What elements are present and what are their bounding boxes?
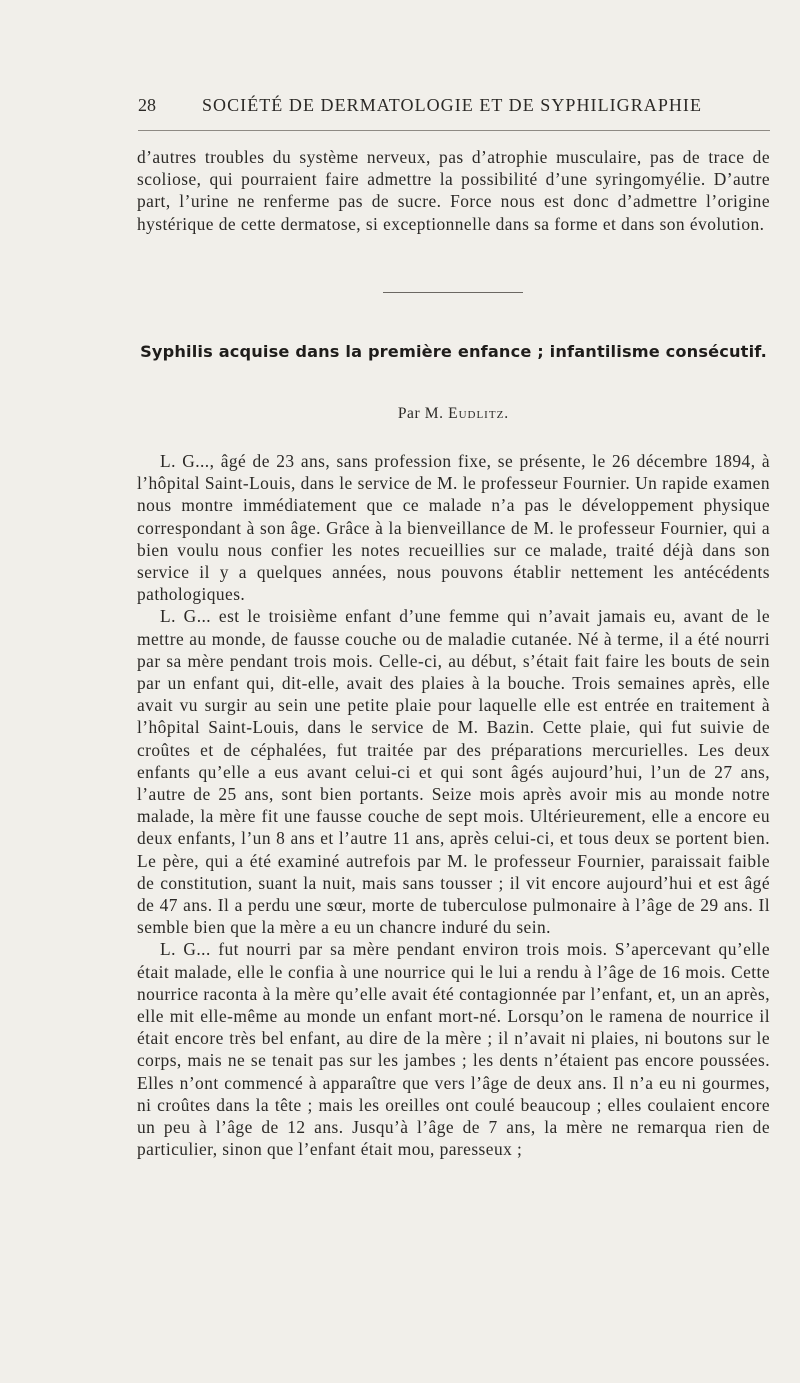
article-byline xyxy=(137,403,770,425)
body-paragraph-2: L. G... est le troisième enfant d’une femme qui n’avait jamais eu, avant de le mettre au monde, de fausse couche ou de maladie cutanée. Né à terme, il a été nourri par sa mère pendant trois mois. Celle-ci, au début, s’était fait faire les bouts de sein par un enfant qui, dit-elle, avait des plaies à la bouche. Trois semaines après, elle avait vu surgir au sein une petite plaie pour laquelle elle est entrée en traitement à l’hôpital Saint-Louis, dans le service de M. Bazin. Cette plaie, qui fut suivie de croûtes et de céphalées, fut traitée par des préparations mercurielles. Les deux enfants qu’elle a eus avant celui-ci et qui sont âgés aujourd’hui, l’un de 27 ans, l’autre de 25 ans, sont bien portants. Seize mois après avoir mis au monde notre malade, la mère fit une fausse couche de sept mois. Ultérieurement, elle a encore eu deux enfants, l’un 8 ans et l’autre 11 ans, après celui-ci, et tous deux se portent bien. Le père, qui a été examiné autrefois par M. le professeur Fournier, paraissait faible de constitution, suant la nuit, mais sans tousser ; il vit encore aujourd’hui et est âgé de 47 ans. Il a perdu une sœur, morte de tuberculose pulmonaire à l’âge de 29 ans. Il semble bien que la mère a eu un chancre induré du sein. xyxy=(137,606,770,938)
running-title: SOCIÉTÉ DE DERMATOLOGIE ET DE SYPHILIGRAPHIE xyxy=(202,95,703,115)
author-name: Eudlitz. xyxy=(448,405,510,422)
byline-prefix: Par M. xyxy=(397,405,444,422)
body-paragraph-1: L. G..., âgé de 23 ans, sans profession fixe, se présente, le 26 décembre 1894, à l’hôpital Saint-Louis, dans le service de M. le professeur Fournier. Un rapide examen nous montre immédiatement que ce malade n’a pas le développement physique correspondant à son âge. Grâce à la bienveillance de M. le professeur Fournier, qui a bien voulu nous confier les notes recueillies sur ce malade, traité déjà dans son service il y a quelques années, nous pouvons établir nettement les antécédents pathologiques. xyxy=(137,451,770,605)
article-title: Syphilis acquise dans la première enfance ; infantilisme consécutif. xyxy=(140,342,767,361)
page-number: 28 xyxy=(138,95,156,115)
intro-paragraph: d’autres troubles du système nerveux, pas d’atrophie musculaire, pas de trace de scoliose, qui pourraient faire admettre la possibilité d’une syringomyélie. D’autre part, l’urine ne renferme pas de sucre. Force nous est donc d’admettre l’origine hystérique de cette dermatose, si exceptionnelle dans sa forme et dans son évolution. xyxy=(137,147,770,234)
running-header xyxy=(138,92,770,118)
intro-paragraph-block xyxy=(137,146,770,235)
article-body xyxy=(137,450,770,1161)
section-separator xyxy=(383,292,523,293)
header-rule xyxy=(138,130,770,131)
body-paragraph-3: L. G... fut nourri par sa mère pendant environ trois mois. S’apercevant qu’elle était malade, elle le confia à une nourrice qui le lui a rendu à l’âge de 16 mois. Cette nourrice raconta à la mère qu’elle avait été contagionnée par l’enfant, et, un an après, elle mit elle-même au monde un enfant mort-né. Lorsqu’on le ramena de nourrice il était encore très bel enfant, au dire de la mère ; il n’avait ni plaies, ni boutons sur le corps, mais ne se tenait pas sur les jambes ; les dents n’étaient pas encore poussées. Elles n’ont commencé à apparaître que vers l’âge de deux ans. Il n’a eu ni gourmes, ni croûtes dans la tête ; mais les oreilles ont coulé beaucoup ; elles coulaient encore un peu à l’âge de 12 ans. Jusqu’à l’âge de 7 ans, la mère ne remarqua rien de particulier, sinon que l’enfant était mou, paresseux ; xyxy=(137,939,770,1160)
